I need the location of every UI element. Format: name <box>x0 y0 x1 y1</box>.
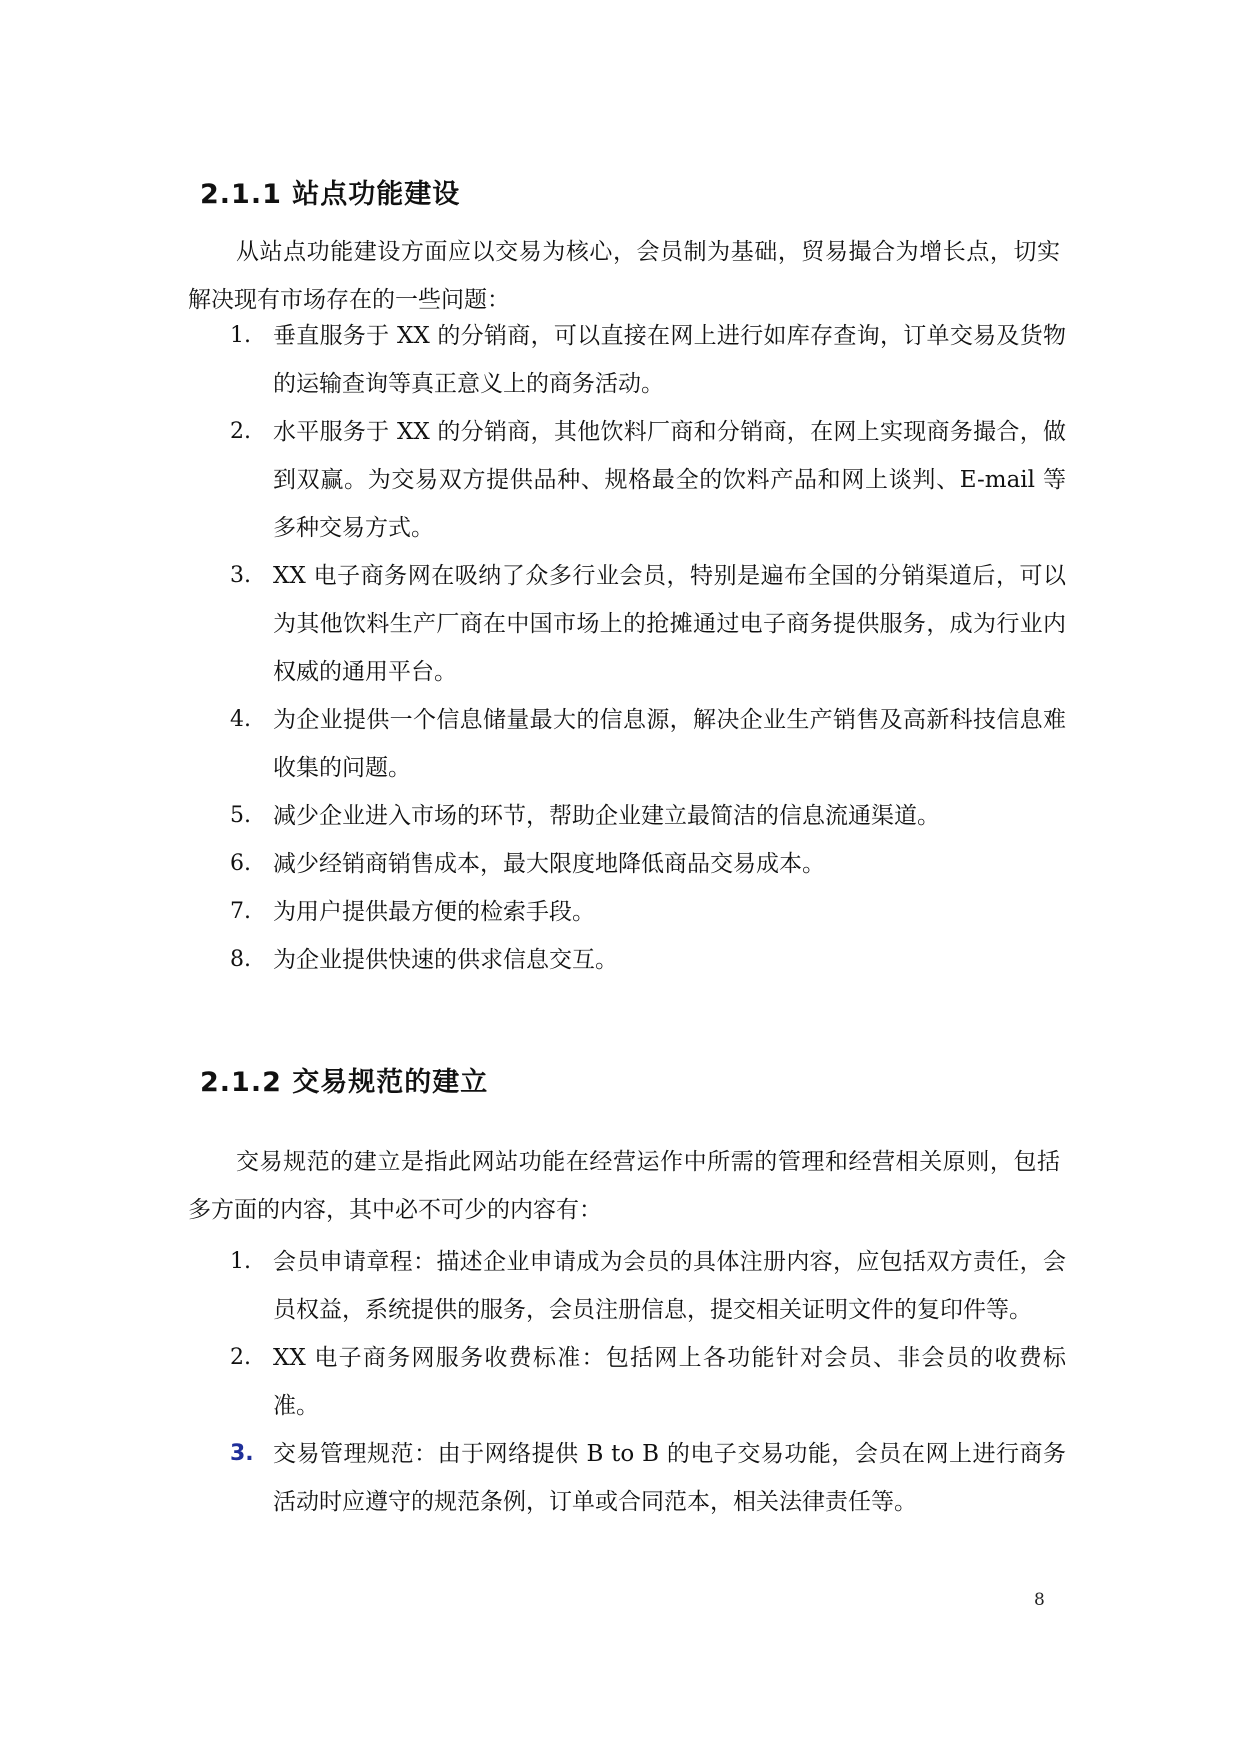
list-item-text: XX 电子商务网服务收费标准：包括网上各功能针对会员、非会员的收费标准。 <box>273 1345 1066 1419</box>
list-item-number: 1. <box>230 1249 251 1274</box>
list-item-number: 1. <box>230 323 251 348</box>
list-item-number: 3. <box>230 1441 254 1466</box>
list-item-text: 垂直服务于 XX 的分销商，可以直接在网上进行如库存查询，订单交易及货物的运输查询等真正意义上的商务活动。 <box>273 323 1066 397</box>
list-item <box>228 792 1066 840</box>
list-item-number: 3. <box>230 563 251 588</box>
list-item <box>228 408 1066 552</box>
list-item-text: 减少经销商销售成本，最大限度地降低商品交易成本。 <box>273 851 825 877</box>
section-heading-2-1-1: 2.1.1 站点功能建设 <box>200 179 461 210</box>
section2-intro-paragraph: 交易规范的建立是指此网站功能在经营运作中所需的管理和经营相关原则，包括多方面的内容，其中必不可少的内容有： <box>188 1149 1060 1223</box>
list-item-text: 交易管理规范：由于网络提供 B to B 的电子交易功能，会员在网上进行商务活动时应遵守的规范条例，订单或合同范本，相关法律责任等。 <box>273 1441 1066 1515</box>
list-item-text: 水平服务于 XX 的分销商，其他饮料厂商和分销商，在网上实现商务撮合，做到双赢。为交易双方提供品种、规格最全的饮料产品和网上谈判、E-mail 等多种交易方式。 <box>273 419 1066 541</box>
section1-list <box>228 312 1066 984</box>
list-item-text: XX 电子商务网在吸纳了众多行业会员，特别是遍布全国的分销渠道后，可以为其他饮料生产厂商在中国市场上的抢摊通过电子商务提供服务，成为行业内权威的通用平台。 <box>273 563 1066 685</box>
list-item <box>228 888 1066 936</box>
list-item <box>228 312 1066 408</box>
section2-list <box>228 1238 1066 1526</box>
list-item-number: 4. <box>230 707 251 732</box>
list-item-number: 6. <box>230 851 251 876</box>
list-item-text: 减少企业进入市场的环节，帮助企业建立最简洁的信息流通渠道。 <box>273 803 940 829</box>
list-item <box>228 1334 1066 1430</box>
list-item-number: 2. <box>230 1345 251 1370</box>
list-item-number: 7. <box>230 899 251 924</box>
list-item <box>228 1430 1066 1526</box>
list-item-number: 8. <box>230 947 251 972</box>
list-item-text: 会员申请章程：描述企业申请成为会员的具体注册内容，应包括双方责任，会员权益，系统提供的服务，会员注册信息，提交相关证明文件的复印件等。 <box>273 1249 1066 1323</box>
section-heading-2-1-2: 2.1.2 交易规范的建立 <box>200 1067 489 1098</box>
list-item-text: 为企业提供快速的供求信息交互。 <box>273 947 618 973</box>
list-item <box>228 840 1066 888</box>
list-item <box>228 696 1066 792</box>
section1-intro-paragraph: 从站点功能建设方面应以交易为核心，会员制为基础，贸易撮合为增长点，切实解决现有市场存在的一些问题： <box>188 239 1060 313</box>
list-item <box>228 552 1066 696</box>
list-item-number: 5. <box>230 803 251 828</box>
list-item-text: 为用户提供最方便的检索手段。 <box>273 899 595 925</box>
list-item <box>228 936 1066 984</box>
page-number: 8 <box>1034 1590 1045 1610</box>
list-item-number: 2. <box>230 419 251 444</box>
list-item <box>228 1238 1066 1334</box>
list-item-text: 为企业提供一个信息储量最大的信息源，解决企业生产销售及高新科技信息难收集的问题。 <box>273 707 1066 781</box>
